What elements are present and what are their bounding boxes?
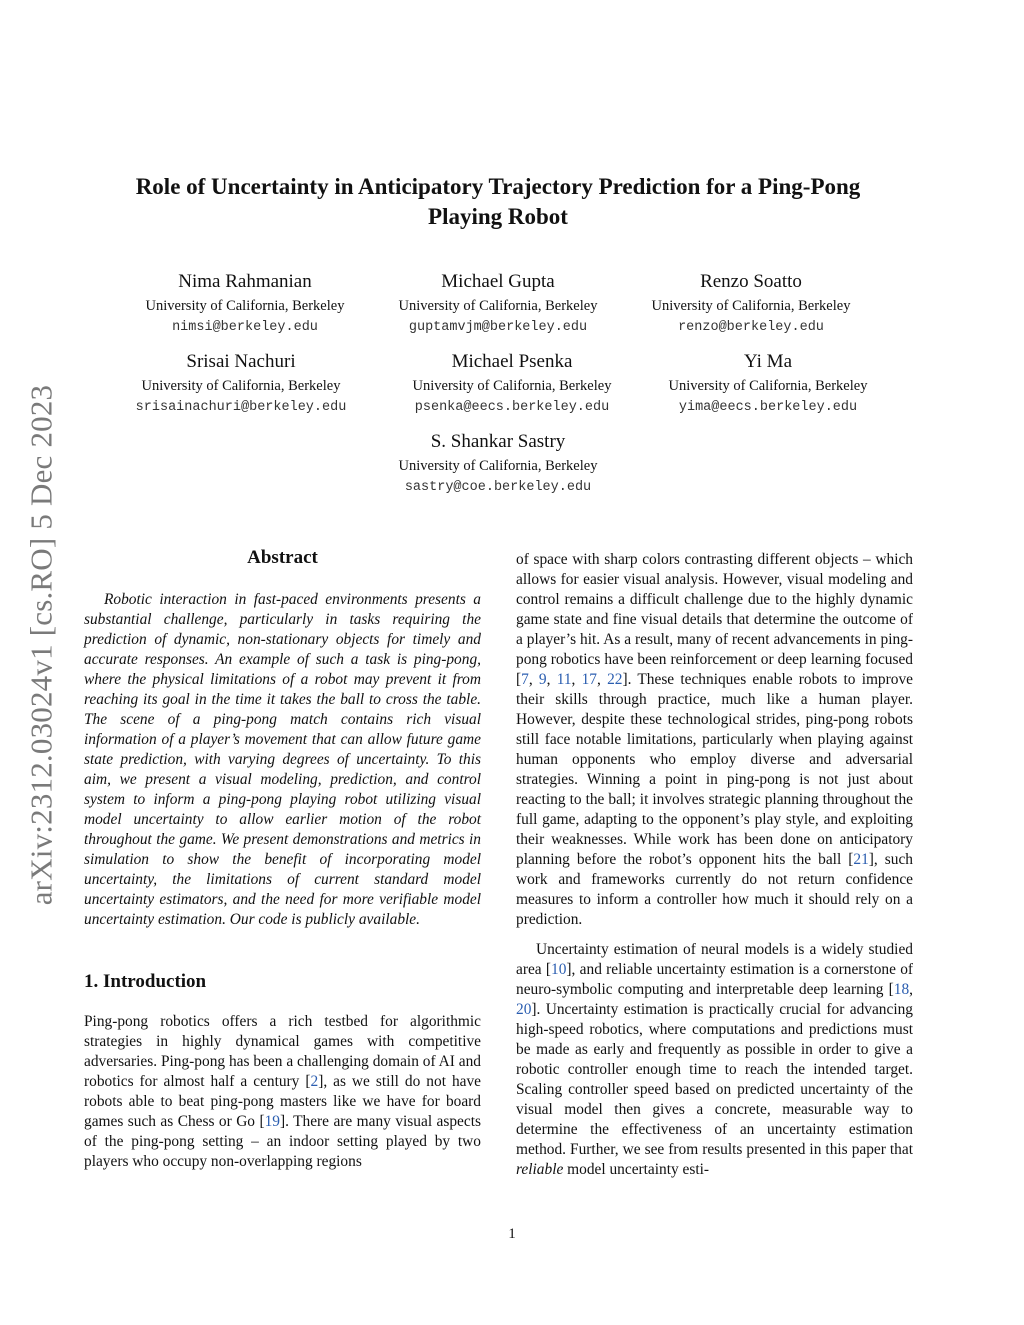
citation-link[interactable]: 20	[516, 1001, 532, 1018]
author-name: Michael Psenka	[451, 351, 573, 372]
author-name: Renzo Soatto	[700, 271, 802, 292]
author-name: S. Shankar Sastry	[430, 431, 566, 452]
citation-link[interactable]: 17	[581, 671, 597, 688]
author-block-5	[392, 350, 632, 419]
author-affiliation: University of California, Berkeley	[145, 298, 345, 314]
citation-link[interactable]: 22	[607, 671, 623, 688]
author-name: Michael Gupta	[441, 271, 555, 292]
citation-link[interactable]: 9	[538, 671, 547, 688]
author-email: renzo@berkeley.edu	[678, 320, 824, 335]
left-column	[84, 546, 481, 1172]
paper-title: Role of Uncertainty in Anticipatory Trajectory Prediction for a Ping-Pong Playing Robot	[135, 174, 861, 229]
author-email: yima@eecs.berkeley.edu	[678, 400, 858, 415]
author-email: srisainachuri@berkeley.edu	[135, 400, 347, 415]
arxiv-identifier-text: arXiv:2312.03024v1 [cs.RO] 5 Dec 2023	[23, 384, 59, 906]
author-email: sastry@coe.berkeley.edu	[404, 480, 592, 495]
intro-paragraph-continued: of space with sharp colors contrasting different objects – which allows for easier visual analysis. However, visual modeling and control remains a difficult challenge due to the highly dynamic game state and fine visual details that determine the outcome of a player’s hit. As a result, many of recent advancements in ping-pong robotics have been reinforcement or deep learning focused [7, 9, 11, 17, 22]. These techniques enable robots to improve their skills through practice, much like a human player. However, despite these technological strides, ping-pong robots still face notable limitations, particularly when playing against human opponents who employ diverse and adversarial strategies. Winning a point in ping-pong is not just about reacting to the ball; it involves strategic planning throughout the full game, adapting to the opponent’s play style, and exploiting their weaknesses. While work has been done on anticipatory planning before the robot’s opponent hits the ball [21], such work and frameworks currently do not return confidence measures to inform a controller how much it should rely on a prediction.	[516, 551, 913, 928]
author-affiliation: University of California, Berkeley	[651, 298, 851, 314]
citation-link[interactable]: 19	[264, 1113, 280, 1130]
citation-link[interactable]: 2	[310, 1073, 319, 1090]
citation-link[interactable]: 21	[853, 851, 869, 868]
author-affiliation: University of California, Berkeley	[668, 378, 868, 394]
author-email: nimsi@berkeley.edu	[172, 320, 318, 335]
author-name: Nima Rahmanian	[178, 271, 312, 292]
page-number: 1	[508, 1226, 516, 1242]
abstract-heading: Abstract	[247, 547, 318, 568]
author-name: Yi Ma	[743, 351, 793, 372]
author-name: Srisai Nachuri	[186, 351, 296, 372]
citation-link[interactable]: 11	[556, 671, 572, 688]
citation-link[interactable]: 7	[521, 671, 529, 688]
intro-paragraph-2: Uncertainty estimation of neural models is a widely studied area [10], and reliable uncertainty estimation is a cornerstone of neuro-symbolic computing and interpretable deep learning [18, 20]. Uncertainty estimation is practically crucial for advancing high-speed robotics, where computations and predictions must be made as early and frequently as possible in order to give a robotic controller enough time to reach the intended target. Scaling controller speed based on predicted uncertainty of the visual model then gives a concrete, measurable way to determine the effectiveness of an uncertainty estimation method. Further, we see from results presented in this paper that reliable model uncertainty esti-	[516, 941, 914, 1178]
arxiv-identifier-stamp	[12, 360, 70, 930]
author-block-6	[650, 350, 886, 419]
author-block-4	[116, 350, 366, 419]
introduction-heading: 1. Introduction	[84, 971, 207, 992]
citation-link[interactable]: 10	[551, 961, 567, 978]
intro-paragraph-1: Ping-pong robotics offers a rich testbed for algorithmic strategies in highly dynamical games with competitive adversaries. Ping-pong has been a challenging domain of AI and robotics for almost half a century [2], as we still do not have robots able to beat ping-pong masters like we have for board games such as Chess or Go [19]. There are many visual aspects of the ping-pong setting – an indoor setting played by two players who occupy non-overlapping regions	[84, 1013, 481, 1170]
author-affiliation: University of California, Berkeley	[398, 458, 598, 474]
author-email: guptamvjm@berkeley.edu	[408, 320, 588, 335]
right-column	[516, 550, 913, 1180]
author-block-2	[387, 270, 609, 339]
emphasis-reliable: reliable	[516, 1161, 564, 1178]
author-block-3	[640, 270, 862, 339]
author-affiliation: University of California, Berkeley	[398, 298, 598, 314]
author-affiliation: University of California, Berkeley	[412, 378, 612, 394]
citation-link[interactable]: 18	[893, 981, 910, 998]
author-email: psenka@eecs.berkeley.edu	[414, 400, 610, 415]
abstract-body: Robotic interaction in fast-paced environments presents a substantial challenge, particularly in tasks requiring the prediction of dynamic, non-stationary objects for timely and accurate responses. An example of such a task is ping-pong, where the physical limitations of a robot may prevent it from reaching its goal in the time it takes the ball to cross the table. The scene of a ping-pong match contains rich visual information of a player’s movement that can allow future game state prediction, with varying degrees of uncertainty. To this aim, we present a visual modeling, prediction, and control system to inform a ping-pong playing robot utilizing visual model uncertainty to allow earlier motion of the robot throughout the game. We present demonstrations and metrics in simulation to show the benefit of incorporating model uncertainty, the limitations of current standard model uncertainty estimators, and the need for more verifiable model uncertainty estimation. Our code is publicly available.	[84, 591, 481, 928]
author-block-1	[134, 270, 356, 339]
author-affiliation: University of California, Berkeley	[141, 378, 341, 394]
author-block-7	[380, 430, 616, 499]
